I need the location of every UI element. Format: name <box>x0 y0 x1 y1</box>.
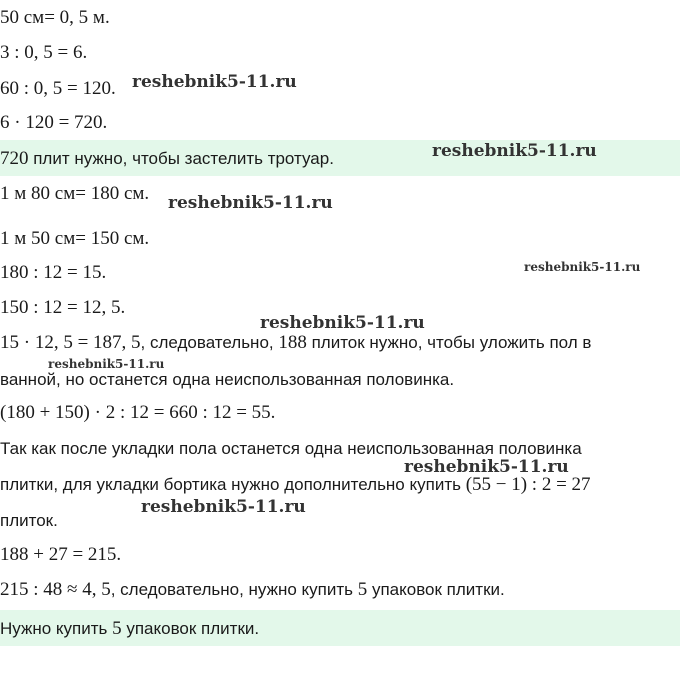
line-14-math: (55 − 1) : 2 = 27 <box>465 474 591 495</box>
solution-line-14 <box>0 474 591 496</box>
line-10-math: 15 · 12, 5 = 187, 5 <box>0 332 141 353</box>
watermark: reshebnik5-11.ru <box>404 457 569 477</box>
solution-line-17 <box>0 579 505 601</box>
watermark: reshebnik5-11.ru <box>141 497 306 517</box>
solution-line-13: Так как после укладки пола останется одна неиспользованная половинка <box>0 439 582 458</box>
line-14-text: плитки, для укладки бортика нужно дополнительно купить <box>0 475 466 494</box>
line-10-number: 188 <box>278 332 307 353</box>
line-17-text-1: , следовательно, нужно купить <box>110 580 358 599</box>
solution-line-6: 1 м 80 см= 180 см. <box>0 183 150 204</box>
solution-line-9: 150 : 12 = 12, 5. <box>0 297 126 318</box>
solution-line-16: 188 + 27 = 215. <box>0 544 122 565</box>
solution-line-7: 1 м 50 см= 150 см. <box>0 228 150 249</box>
answer-1-text: плит нужно, чтобы застелить тротуар. <box>28 149 334 168</box>
solution-line-4: 6 · 120 = 720. <box>0 112 108 133</box>
answer-2-text-1: Нужно купить <box>0 619 113 638</box>
line-17-math: 215 : 48 ≈ 4, 5 <box>0 579 111 600</box>
watermark: reshebnik5-11.ru <box>168 193 333 213</box>
answer-2-number: 5 <box>112 618 122 639</box>
solution-line-11: ванной, но останется одна неиспользованная половинка. <box>0 370 455 389</box>
line-17-number: 5 <box>357 579 368 600</box>
solution-line-10 <box>0 332 591 354</box>
answer-2-text-2: упаковок плитки. <box>121 619 260 638</box>
watermark: reshebnik5-11.ru <box>432 141 597 161</box>
line-10-text-2: плиток нужно, чтобы уложить пол в <box>306 333 592 352</box>
answer-1-number: 720 <box>0 148 29 169</box>
solution-line-12: (180 + 150) · 2 : 12 = 660 : 12 = 55. <box>0 402 276 423</box>
solution-line-2: 3 : 0, 5 = 6. <box>0 42 88 63</box>
solution-line-15: плиток. <box>0 511 58 530</box>
solution-line-8: 180 : 12 = 15. <box>0 262 107 283</box>
solution-line-3: 60 : 0, 5 = 120. <box>0 78 116 99</box>
answer-line-2 <box>0 618 259 640</box>
line-17-text-2: упаковок плитки. <box>367 580 505 599</box>
watermark: reshebnik5-11.ru <box>524 260 641 274</box>
line-10-text-1: , следовательно, <box>140 333 279 352</box>
watermark: reshebnik5-11.ru <box>48 357 165 371</box>
watermark: reshebnik5-11.ru <box>260 313 425 333</box>
watermark: reshebnik5-11.ru <box>132 72 297 92</box>
solution-line-1: 50 см= 0, 5 м. <box>0 7 110 28</box>
answer-line-1 <box>0 148 334 170</box>
